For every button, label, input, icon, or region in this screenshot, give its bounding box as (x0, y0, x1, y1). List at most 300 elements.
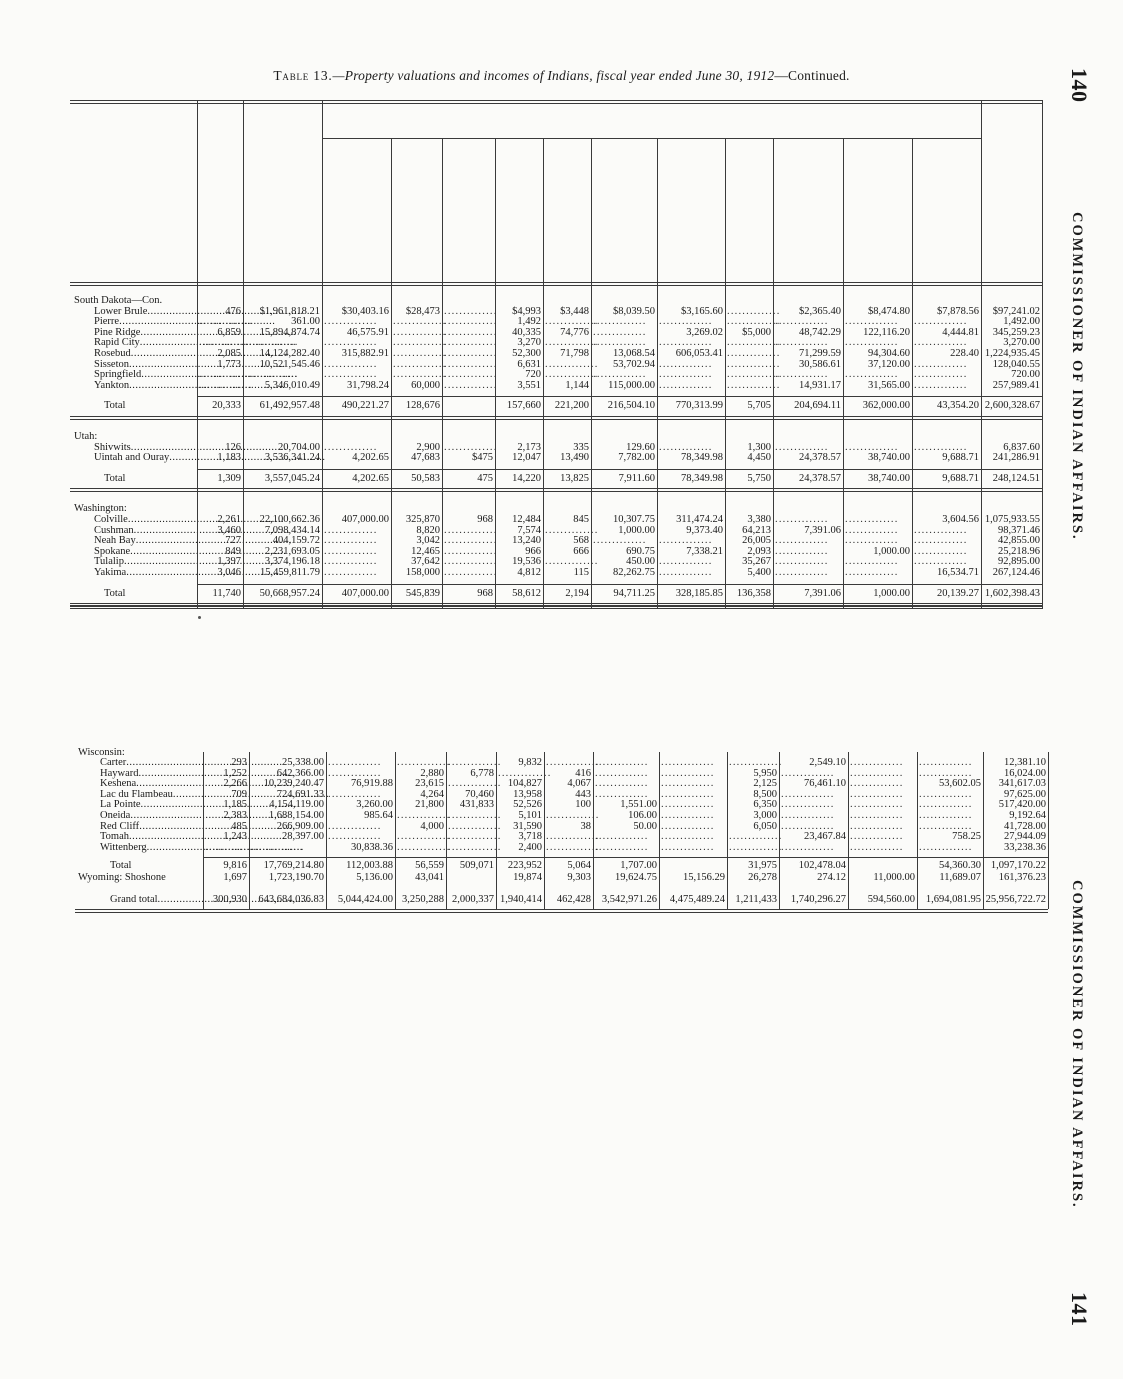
leader-dots: .............. (919, 767, 973, 779)
cell-population: 1,183 (217, 452, 241, 464)
column-rule (543, 138, 544, 609)
leader-dots: .............. (659, 369, 713, 381)
cell-treaty: $8,474.80 (868, 305, 910, 317)
leader-dots: .............. (661, 788, 715, 800)
cell-industries: 26,005 (742, 535, 771, 547)
cell-industries: 3,000 (753, 810, 777, 821)
cell-rations: 4,067 (567, 778, 591, 790)
cell-interest: 48,742.29 (799, 326, 841, 338)
cell-per-capita: 5,044,424.00 (337, 893, 393, 905)
cell-rations: 845 (573, 514, 589, 525)
cell-rations: 416 (575, 767, 591, 779)
row-label: Lac du Flambeau ..... (100, 790, 195, 801)
leader-dots: .............. (251, 841, 305, 853)
cell-land-sales: 4,475,489.24 (669, 893, 725, 905)
leader-dots: .............. (444, 441, 498, 453)
cell-total: 1,097,170.22 (990, 860, 1046, 872)
cell-property-value: 7,098,434.14 (264, 524, 320, 536)
group-heading: Washington: (74, 503, 127, 515)
leader-dots: .............. (393, 348, 447, 359)
row-label: Rosebud ..... (94, 349, 195, 360)
leader-dots: .............. (393, 316, 447, 328)
leader-dots: .............. (775, 337, 829, 349)
cell-property-value: 22,100,662.36 (259, 514, 320, 525)
cell-land-sales: 7,338.21 (686, 545, 723, 557)
cell-crops: 128,676 (405, 400, 440, 412)
cell-population: 727 (225, 535, 241, 547)
cell-industries: 35,267 (742, 556, 771, 568)
group-heading: Utah: (74, 431, 98, 442)
leader-dots: .............. (397, 841, 451, 853)
column-rule (591, 138, 592, 609)
cell-per-capita: 76,919.88 (351, 778, 393, 790)
row-label: Uintah and Ouray ..... (94, 453, 195, 464)
row-label: Pine Ridge ..... (94, 328, 195, 339)
leader-dots: .............. (850, 778, 904, 790)
leader-dots: .............. (444, 556, 498, 568)
cell-indian-moneys: 20,139.27 (937, 587, 979, 599)
header-bottom-rule (70, 282, 1042, 286)
leader-dots: .............. (850, 810, 904, 821)
leader-dots: .............. (850, 757, 904, 768)
cell-total: 267,124.46 (992, 567, 1040, 578)
cell-rations: 443 (575, 788, 591, 800)
cell-wages: 7,574 (517, 524, 541, 536)
row-label: Yankton ..... (94, 381, 195, 392)
leader-dots: .............. (199, 316, 253, 328)
leader-dots: .............. (199, 337, 253, 349)
cell-rations: $3,448 (560, 305, 589, 317)
leader-dots: .............. (914, 358, 968, 370)
table-bottom-rule (75, 909, 1048, 913)
cell-total: 97,625.00 (1004, 788, 1046, 800)
leader-dots: .............. (324, 358, 378, 370)
row-label: Sisseton ..... (94, 360, 195, 371)
cell-population: 1,397 (217, 556, 241, 568)
leader-dots: .............. (727, 358, 781, 370)
leader-dots: .............. (324, 535, 378, 547)
leader-dots: .............. (727, 369, 781, 381)
leader-dots: .............. (545, 358, 599, 370)
leader-dots: .............. (659, 316, 713, 328)
cell-interest: 23,467.84 (804, 831, 846, 843)
cell-timber: $475 (472, 452, 493, 464)
cell-leases: 3,542,971.26 (601, 893, 657, 905)
cell-wages: 52,300 (512, 348, 541, 359)
cell-total: 41,728.00 (1004, 820, 1046, 832)
cell-population: 1,243 (223, 831, 247, 843)
cell-indian-moneys: 9,688.71 (942, 452, 979, 464)
cell-wages: 40,335 (512, 326, 541, 338)
cell-leases: 7,782.00 (618, 452, 655, 464)
cell-property-value: 266,909.00 (276, 820, 324, 832)
leader-dots: .............. (914, 535, 968, 547)
leader-dots: .............. (845, 535, 899, 547)
cell-rations: 568 (573, 535, 589, 547)
leader-dots: .............. (659, 567, 713, 578)
cell-property-value: $1,961,818.21 (259, 305, 320, 317)
cell-land-sales: 15,156.29 (683, 872, 725, 883)
leader-dots: .............. (444, 545, 498, 557)
cell-industries: 64,213 (742, 524, 771, 536)
column-rule (983, 752, 984, 909)
column-rule (657, 138, 658, 609)
column-rule (442, 138, 443, 609)
cell-total: 2,600,328.67 (984, 400, 1040, 412)
leader-dots: .............. (328, 831, 382, 843)
cell-per-capita: 5,136.00 (356, 872, 393, 883)
total-rule (197, 584, 1042, 585)
cell-total: 6,837.60 (1003, 441, 1040, 453)
cell-property-value: 404,159.72 (272, 535, 320, 547)
leader-dots: .............. (546, 831, 600, 843)
leader-dots: .............. (328, 788, 382, 800)
grand-total-label: Grand total ..... (110, 895, 195, 906)
leader-dots: .............. (444, 358, 498, 370)
cell-interest: 71,299.59 (799, 348, 841, 359)
cell-interest: 2,549.10 (809, 757, 846, 768)
cell-property-value: 3,536,341.24 (264, 452, 320, 464)
cell-population: 709 (231, 788, 247, 800)
cell-industries: 6,050 (753, 820, 777, 832)
row-label: Carter ..... (100, 758, 195, 769)
leader-dots: .............. (444, 316, 498, 328)
column-rule (1042, 100, 1043, 609)
cell-wages: 52,526 (513, 799, 542, 811)
cell-property-value: 1,688,154.00 (268, 810, 324, 821)
cell-property-value: 25,338.00 (282, 757, 324, 768)
cell-crops: 3,042 (416, 535, 440, 547)
cell-population: 6,859 (217, 326, 241, 338)
row-label: Spokane ..... (94, 547, 195, 558)
cell-wages: 13,958 (513, 788, 542, 800)
leader-dots: .............. (727, 305, 781, 317)
leader-dots: .............. (919, 810, 973, 821)
cell-population: 476 (225, 305, 241, 317)
cell-rations: 2,194 (565, 587, 589, 599)
leader-dots: .............. (199, 379, 253, 391)
cell-property-value: 10,521,545.46 (259, 358, 320, 370)
cell-treaty: 362,000.00 (862, 400, 910, 412)
cell-per-capita: 3,260.00 (356, 799, 393, 811)
leader-dots: .............. (444, 379, 498, 391)
column-rule (322, 100, 323, 609)
cell-population: 1,773 (217, 358, 241, 370)
cell-crops: 545,839 (405, 587, 440, 599)
cell-leases: 10,307.75 (613, 514, 655, 525)
cell-industries: 5,950 (753, 767, 777, 779)
cell-total: 33,238.36 (1004, 841, 1046, 853)
cell-per-capita: 112,003.88 (346, 860, 393, 872)
column-rule (917, 752, 918, 909)
leader-dots: .............. (661, 841, 715, 853)
cell-population: 849 (225, 545, 241, 557)
leader-dots: .............. (919, 799, 973, 811)
cell-rations: 221,200 (554, 400, 589, 412)
row-label: La Pointe ..... (100, 800, 195, 811)
cell-total: 27,944.09 (1004, 831, 1046, 843)
leader-dots: .............. (393, 326, 447, 338)
leader-dots: .............. (593, 337, 647, 349)
cell-population: 9,816 (223, 860, 247, 872)
leader-dots: .............. (775, 556, 829, 568)
table-top-rule (70, 100, 1042, 104)
cell-wages: 9,832 (518, 757, 542, 768)
cell-leases: $8,039.50 (613, 305, 655, 317)
row-label: Shivwits ..... (94, 443, 195, 454)
cell-industries: $5,000 (742, 326, 771, 338)
leader-dots: .............. (595, 757, 649, 768)
cell-industries: 2,125 (753, 778, 777, 790)
leader-dots: .............. (595, 788, 649, 800)
leader-dots: .............. (661, 810, 715, 821)
cell-interest: 7,391.06 (804, 524, 841, 536)
cell-interest: 102,478.04 (798, 860, 846, 872)
cell-leases: 216,504.10 (607, 400, 655, 412)
cell-property-value: 724,691.33 (276, 788, 324, 800)
cell-treaty: 37,120.00 (868, 358, 910, 370)
page-number-top: 140 (1067, 68, 1092, 103)
cell-industries: 31,975 (748, 860, 777, 872)
cell-leases: 1,551.00 (620, 799, 657, 811)
cell-property-value: 17,769,214.80 (263, 860, 324, 872)
leader-dots: .............. (845, 369, 899, 381)
cell-treaty: 11,000.00 (873, 872, 915, 883)
cell-industries: 6,350 (753, 799, 777, 811)
column-rule (197, 100, 198, 609)
leader-dots: .............. (775, 316, 829, 328)
leader-dots: .............. (444, 348, 498, 359)
cell-leases: 19,624.75 (615, 872, 657, 883)
cell-industries: 1,300 (747, 441, 771, 453)
cell-crops: 2,900 (416, 441, 440, 453)
cell-treaty: 38,740.00 (868, 472, 910, 484)
column-rule (779, 752, 780, 909)
cell-land-sales: 78,349.98 (681, 472, 723, 484)
cell-rations: 13,490 (560, 452, 589, 464)
leader-dots: .............. (775, 441, 829, 453)
leader-dots: .............. (727, 337, 781, 349)
cell-population: 1,697 (223, 872, 247, 883)
total-label: Total (104, 587, 126, 599)
column-rule (544, 752, 545, 909)
cell-leases: 690.75 (626, 545, 655, 557)
cell-industries: 5,750 (747, 472, 771, 484)
column-rule (659, 752, 660, 909)
cell-wages: 4,812 (517, 567, 541, 578)
leader-dots: .............. (324, 369, 378, 381)
leader-dots: .............. (914, 337, 968, 349)
leader-dots: .............. (324, 316, 378, 328)
cell-timber: 968 (477, 514, 493, 525)
cell-wages: 19,874 (513, 872, 542, 883)
cell-wages: 720 (525, 369, 541, 381)
cell-population: 3,046 (217, 567, 241, 578)
leader-dots: .............. (914, 441, 968, 453)
total-label: Wyoming: Shoshone (78, 872, 166, 883)
cell-property-value: 15,459,811.79 (260, 567, 320, 578)
cell-property-value: 643,684,036.83 (258, 893, 324, 905)
cell-leases: 106.00 (628, 810, 657, 821)
cell-total: 248,124.51 (992, 472, 1040, 484)
cell-timber: 509,071 (459, 860, 494, 872)
cell-rations: 71,798 (560, 348, 589, 359)
cell-leases: 129.60 (626, 441, 655, 453)
cell-total: 12,381.10 (1004, 757, 1046, 768)
cell-timber: 431,833 (459, 799, 494, 811)
cell-property-value: 4,154,119.00 (269, 799, 324, 811)
leader-dots: .............. (914, 556, 968, 568)
cell-property-value: 50,668,957.24 (259, 587, 320, 599)
leader-dots: .............. (444, 369, 498, 381)
cell-property-value: 1,723,190.70 (268, 872, 324, 883)
leader-dots: .............. (545, 337, 599, 349)
cell-wages: 157,660 (506, 400, 541, 412)
cell-total: 128,040.55 (992, 358, 1040, 370)
cell-crops: 325,870 (405, 514, 440, 525)
leader-dots: .............. (781, 767, 835, 779)
total-label: Total (104, 400, 126, 412)
cell-property-value: 361.00 (291, 316, 320, 328)
leader-dots: .............. (448, 757, 502, 768)
leader-dots: .............. (546, 757, 600, 768)
row-label: Neah Bay ..... (94, 536, 195, 547)
leader-dots: .............. (845, 337, 899, 349)
cell-indian-moneys: 3,604.56 (942, 514, 979, 525)
column-rule (243, 100, 244, 609)
leader-dots: .............. (661, 831, 715, 843)
cell-total: 1,224,935.45 (984, 348, 1040, 359)
cell-leases: 1,000.00 (618, 524, 655, 536)
cell-rations: 9,303 (567, 872, 591, 883)
cell-wages: 1,940,414 (500, 893, 542, 905)
leader-dots: .............. (448, 810, 502, 821)
cell-industries: 5,705 (747, 400, 771, 412)
column-rule (727, 752, 728, 909)
cell-per-capita: 30,838.36 (351, 841, 393, 853)
cell-leases: 82,262.75 (613, 567, 655, 578)
cell-total: 92,895.00 (998, 556, 1040, 568)
column-rule (912, 138, 913, 609)
leader-dots: .............. (914, 545, 968, 557)
cell-property-value: 20,704.00 (278, 441, 320, 453)
cell-property-value: 10,239,240.47 (263, 778, 324, 790)
leader-dots: .............. (919, 788, 973, 800)
leader-dots: .............. (199, 369, 253, 381)
cell-population: 1,185 (223, 799, 247, 811)
leader-dots: .............. (595, 767, 649, 779)
leader-dots: .............. (781, 820, 835, 832)
leader-dots: .............. (775, 514, 829, 525)
cell-crops: 2,880 (420, 767, 444, 779)
cell-timber: 475 (477, 472, 493, 484)
leader-dots: .............. (661, 757, 715, 768)
leader-dots: .............. (659, 337, 713, 349)
leader-dots: .............. (914, 524, 968, 536)
leader-dots: .............. (448, 778, 502, 790)
cell-total: 161,376.23 (998, 872, 1046, 883)
cell-population: 1,252 (223, 767, 247, 779)
leader-dots: .............. (593, 535, 647, 547)
leader-dots: .............. (393, 337, 447, 349)
cell-crops: 60,000 (411, 379, 440, 391)
row-label: Pierre ..... (94, 317, 195, 328)
cell-timber: 70,460 (465, 788, 494, 800)
cell-total: 42,855.00 (998, 535, 1040, 547)
cell-crops: 8,820 (416, 524, 440, 536)
leader-dots: .............. (444, 524, 498, 536)
cell-timber: 968 (477, 587, 493, 599)
cell-wages: 3,270 (517, 337, 541, 349)
leader-dots: .............. (498, 767, 552, 779)
cell-per-capita: 4,202.65 (352, 452, 389, 464)
row-label: Rapid City ..... (94, 338, 195, 349)
cell-total: 517,420.00 (998, 799, 1046, 811)
cell-total: 341,617.03 (998, 778, 1046, 790)
leader-dots: .............. (593, 326, 647, 338)
leader-dots: .............. (324, 524, 378, 536)
leader-dots: .............. (328, 757, 382, 768)
cell-treaty: 122,116.20 (863, 326, 910, 338)
cell-total: 1,492.00 (1003, 316, 1040, 328)
cell-treaty: 594,560.00 (867, 893, 915, 905)
cell-interest: 24,378.57 (799, 452, 841, 464)
column-rule (391, 138, 392, 609)
leader-dots: .............. (727, 379, 781, 391)
leader-dots: .............. (775, 545, 829, 557)
leader-dots: .............. (845, 316, 899, 328)
leader-dots: .............. (781, 810, 835, 821)
leader-dots: .............. (775, 369, 829, 381)
cell-total: 241,286.91 (992, 452, 1040, 464)
leader-dots: .............. (775, 567, 829, 578)
cell-wages: $4,993 (512, 305, 541, 317)
leader-dots: .............. (661, 820, 715, 832)
column-rule (496, 752, 497, 909)
leader-dots: .............. (444, 337, 498, 349)
leader-dots: .............. (919, 820, 973, 832)
column-rule (843, 138, 844, 609)
cell-rations: 462,428 (556, 893, 591, 905)
cell-property-value: 3,374,196.18 (264, 556, 320, 568)
cell-industries: 26,278 (748, 872, 777, 883)
cell-leases: 13,068.54 (613, 348, 655, 359)
cell-crops: 4,264 (420, 788, 444, 800)
cell-land-sales: 606,053.41 (675, 348, 723, 359)
cell-industries: 3,380 (747, 514, 771, 525)
cell-land-sales: $3,165.60 (681, 305, 723, 317)
column-rule (446, 752, 447, 909)
leader-dots: .............. (444, 535, 498, 547)
leader-dots: .............. (659, 535, 713, 547)
cell-property-value: 642,366.00 (276, 767, 324, 779)
leader-dots: .............. (595, 831, 649, 843)
cell-population: 1,309 (217, 472, 241, 484)
cell-total: 25,218.96 (998, 545, 1040, 557)
row-label: Cushman ..... (94, 526, 195, 537)
page-number-bottom: 141 (1067, 1292, 1092, 1327)
leader-dots: .............. (448, 841, 502, 853)
column-rule (495, 138, 496, 609)
cell-population: 2,085 (217, 348, 241, 359)
cell-population: 2,261 (217, 514, 241, 525)
cell-total: 9,192.64 (1009, 810, 1046, 821)
cell-population: 2,383 (223, 810, 247, 821)
leader-dots: .............. (546, 810, 600, 821)
cell-property-value: 14,124,282.40 (259, 348, 320, 359)
leader-dots: .............. (661, 767, 715, 779)
cell-wages: 223,952 (507, 860, 542, 872)
